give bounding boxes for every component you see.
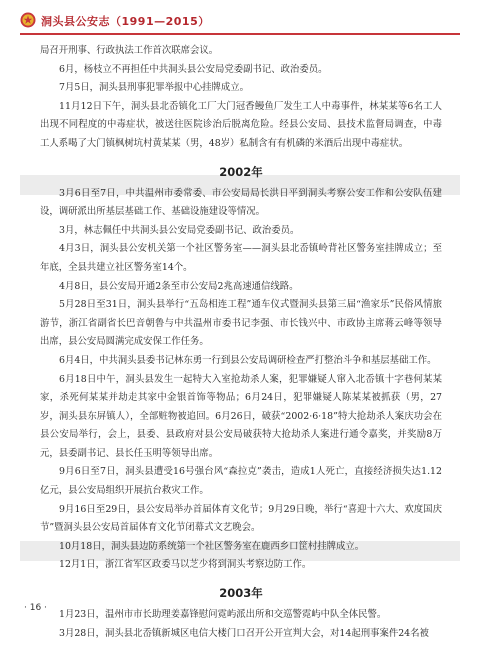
paragraph: 10月18日，洞头县边防系统第一个社区警务室在鹿西乡口筐村挂牌成立。 xyxy=(59,540,365,552)
paragraph: 9月6日至7日，洞头县遭受16号强台风“森拉克”袭击，造成1人死亡，直接经济损失达1.12亿元，县公安局组织开展抗台救灾工作。 xyxy=(40,466,442,497)
header-title: 洞头县公安志（1991—2015） xyxy=(41,15,210,28)
paragraph: 6月4日，中共洞头县委书记林东勇一行到县公安局调研检查严打整治斗争和基层基础工作。 xyxy=(59,354,437,366)
paragraph: 1月23日，温州市市长助理姜嘉锋慰问霓屿派出所和交巡警霓屿中队全体民警。 xyxy=(59,609,387,621)
paragraph: 3月，林志佩任中共洞头县公安局党委副书记、政治委员。 xyxy=(59,224,300,236)
page-number: · 16 · xyxy=(24,603,47,613)
paragraph: 5月28日至31日，洞头县举行“五岛相连工程”通车仪式暨洞头县第三届“渔家乐”民俗风情旅游节，浙江省副省长巴音朝鲁与中共温州市委书记李强、市长钱兴中、市政协主席蒋云峰等领导出席，县公安局圆满完成安保工作任务。 xyxy=(40,299,442,348)
paragraph: 6月，杨枝立不再担任中共洞头县公安局党委副书记、政治委员。 xyxy=(59,63,328,75)
paragraph: 12月1日，浙江省军区政委马以芝少将到洞头考察边防工作。 xyxy=(59,559,312,571)
document-body xyxy=(40,42,442,643)
paragraph: 4月3日，洞头县公安机关第一个社区警务室——洞头县北岙镇岭背社区警务室挂牌成立；至年底，全县共建立社区警务室14个。 xyxy=(40,243,442,273)
paragraph: 4月8日，县公安局开通2条至市公安局2兆高速通信线路。 xyxy=(59,280,299,292)
paragraph: 6月18日中午，洞头县发生一起特大入室抢劫杀人案，犯罪嫌疑人窜入北岙镇十字巷何某某家，杀死何某某并劫走其家中金银首饰等物品；6月24日，犯罪嫌疑人陈某某被抓获（男，27岁，洞头县东屏镇人），全部赃物被追回。6月26日，破获“2002·6·18”特大抢劫杀人案庆功会在县公安局举行，会上，县委、县政府对县公安局破获特大抢劫杀人案进行通令嘉奖，并奖励8万元，县委副书记、县长任玉明等领导出席。 xyxy=(40,373,442,459)
year-heading-2003: 2003年 xyxy=(219,586,263,601)
paragraph: 局召开刑事、行政执法工作首次联席会议。 xyxy=(40,45,219,56)
paragraph: 11月12日下午，洞头县北岙镇化工厂大门冠香鳗鱼厂发生工人中毒事件，林某某等6名工人出现不同程度的中毒症状，被送往医院诊治后脱离危险。经县公安局、县技术监督局调查，中毒工人系喝了大门镇枫树坑村黄某某（男，48岁）私制含有有机磷的米酒后出现中毒症状。 xyxy=(40,100,442,149)
paragraph: 3月6日至7日，中共温州市委常委、市公安局局长洪日平到洞头考察公安工作和公安队伍建设，调研派出所基层基础工作、基础设施建设等情况。 xyxy=(40,187,442,218)
paragraph: 9月16日至29日，县公安局举办首届体育文化节；9月29日晚，举行“喜迎十六大、欢度国庆节”暨洞头县公安局首届体育文化节闭幕式文艺晚会。 xyxy=(40,503,442,534)
paragraph: 7月5日，洞头县刑事犯罪举报中心挂牌成立。 xyxy=(59,82,250,94)
year-heading-2002: 2002年 xyxy=(219,164,263,179)
police-emblem-icon xyxy=(20,12,36,28)
header-rule xyxy=(20,33,460,35)
paragraph: 3月28日，洞头县北岙镇新城区电信大楼门口召开公开宣判大会，对14起刑事案件24名被 xyxy=(59,627,429,639)
page-header xyxy=(0,0,480,40)
